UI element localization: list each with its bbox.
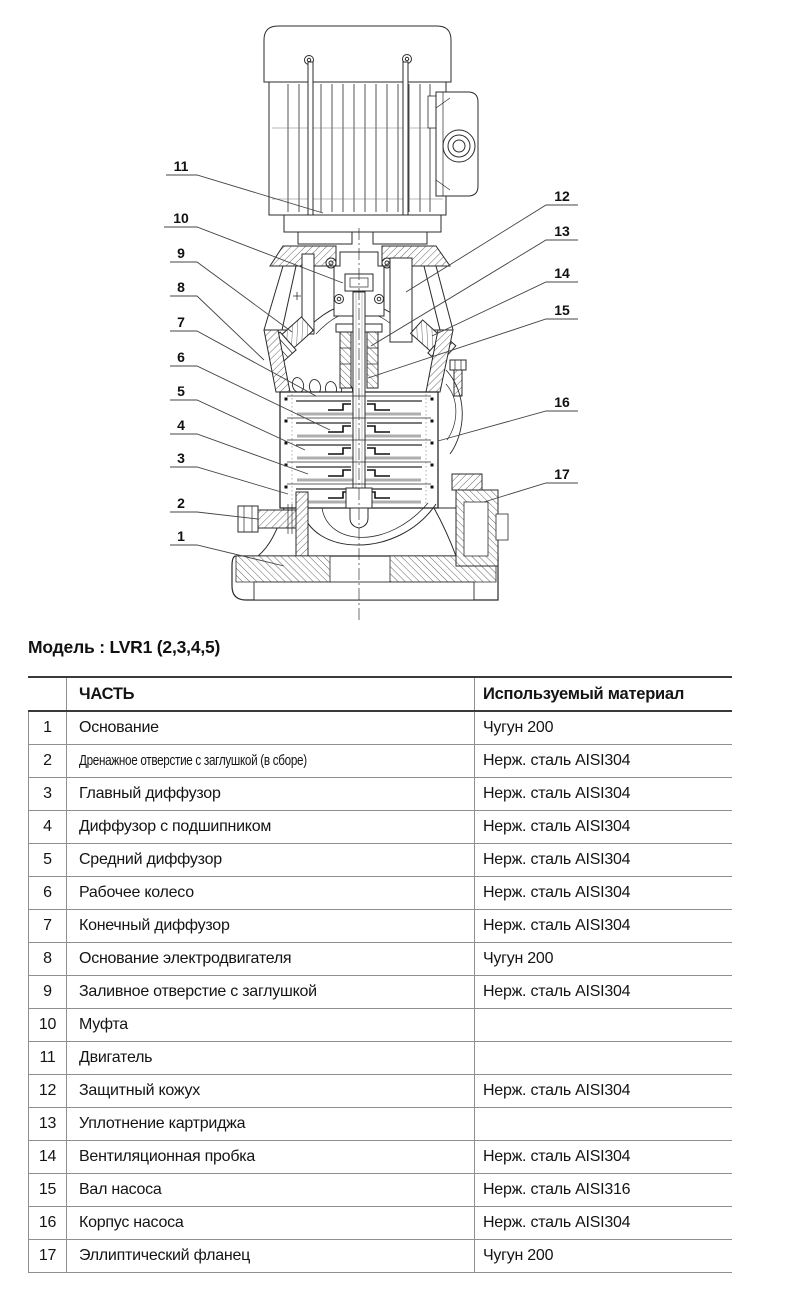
- table-row: [29, 844, 733, 877]
- part-name-text: Дренажное отверстие с заглушкой (в сборе): [79, 752, 307, 769]
- material-name: [475, 745, 733, 778]
- part-name: [67, 811, 475, 844]
- table-header-row: [29, 677, 733, 711]
- row-number: [29, 1174, 67, 1207]
- part-name-text: Основание: [79, 719, 159, 736]
- material-name: [475, 1075, 733, 1108]
- row-number-text: 3: [43, 785, 52, 802]
- part-name: [67, 778, 475, 811]
- material-name: [475, 910, 733, 943]
- row-number-text: 1: [43, 719, 52, 736]
- material-name: [475, 778, 733, 811]
- material-name: [475, 844, 733, 877]
- material-name-text: Нерж. сталь AISI304: [483, 1082, 631, 1099]
- material-name-text: Нерж. сталь AISI304: [483, 851, 631, 868]
- header-part: ЧАСТЬ: [67, 677, 475, 711]
- model-title: Модель : LVR1 (2,3,4,5): [28, 637, 221, 657]
- table-row: [29, 1075, 733, 1108]
- callout-10: 10: [173, 210, 189, 226]
- material-name: [475, 811, 733, 844]
- row-number: [29, 1042, 67, 1075]
- row-number: [29, 1240, 67, 1273]
- row-number-text: 8: [43, 950, 52, 967]
- row-number: [29, 811, 67, 844]
- part-name-text: Защитный кожух: [79, 1082, 200, 1099]
- part-name-text: Заливное отверстие с заглушкой: [79, 983, 317, 1000]
- callout-14: 14: [554, 265, 570, 281]
- material-name-text: Чугун 200: [483, 950, 554, 967]
- table-row: [29, 976, 733, 1009]
- table-row: [29, 745, 733, 778]
- material-name: [475, 1042, 733, 1075]
- row-number: [29, 1075, 67, 1108]
- table-row: [29, 910, 733, 943]
- callout-2: 2: [177, 495, 185, 511]
- part-name: [67, 711, 475, 745]
- table-row: [29, 877, 733, 910]
- table-row: [29, 1141, 733, 1174]
- pump-cross-section-diagram: [0, 0, 789, 632]
- header-material: Используемый материал: [475, 677, 733, 711]
- material-name-text: Нерж. сталь AISI304: [483, 1148, 631, 1165]
- elliptical-flange: [452, 474, 508, 566]
- tie-rod: [403, 62, 408, 230]
- callout-8: 8: [177, 279, 185, 295]
- callout-4: 4: [177, 417, 185, 433]
- material-name: [475, 943, 733, 976]
- material-name: [475, 1207, 733, 1240]
- material-name: [475, 1174, 733, 1207]
- callout-3: 3: [177, 450, 185, 466]
- row-number: [29, 1141, 67, 1174]
- material-name-text: Нерж. сталь AISI316: [483, 1181, 631, 1198]
- part-name-text: Диффузор с подшипником: [79, 818, 272, 835]
- fan-cover: [264, 26, 451, 82]
- row-number: [29, 1108, 67, 1141]
- part-name-text: Вентиляционная пробка: [79, 1148, 255, 1165]
- material-name-text: Нерж. сталь AISI304: [483, 1214, 631, 1231]
- parts-table-body: [29, 711, 733, 1273]
- drawing: [232, 26, 508, 620]
- callout-12: 12: [554, 188, 570, 204]
- row-number: [29, 943, 67, 976]
- callout-11: 11: [173, 158, 189, 174]
- header-number: [29, 677, 67, 711]
- callout-5: 5: [177, 383, 185, 399]
- material-name-text: Нерж. сталь AISI304: [483, 917, 631, 934]
- row-number-text: 14: [38, 1148, 57, 1165]
- material-name: [475, 1108, 733, 1141]
- parts-table: [28, 676, 732, 1273]
- part-name: [67, 1174, 475, 1207]
- parts-table-container: [28, 676, 709, 1273]
- table-row: [29, 1240, 733, 1273]
- row-number-text: 5: [43, 851, 52, 868]
- material-name-text: Нерж. сталь AISI304: [483, 983, 631, 1000]
- material-name-text: Нерж. сталь AISI304: [483, 752, 631, 769]
- part-name-text: Конечный диффузор: [79, 917, 230, 934]
- part-name: [67, 844, 475, 877]
- material-name-text: Чугун 200: [483, 719, 554, 736]
- row-number-text: 17: [38, 1247, 57, 1264]
- row-number-text: 13: [38, 1115, 57, 1132]
- row-number-text: 16: [38, 1214, 57, 1231]
- part-name-text: Корпус насоса: [79, 1214, 184, 1231]
- table-row: [29, 711, 733, 745]
- row-number: [29, 976, 67, 1009]
- part-name-text: Основание электродвигателя: [79, 950, 292, 967]
- part-name: [67, 1009, 475, 1042]
- table-row: [29, 1042, 733, 1075]
- row-number-text: 11: [39, 1049, 56, 1066]
- part-name: [67, 1108, 475, 1141]
- callout-13: 13: [554, 223, 570, 239]
- callout-9: 9: [177, 245, 185, 261]
- material-name: [475, 1141, 733, 1174]
- part-name-text: Уплотнение картриджа: [79, 1115, 246, 1132]
- part-name: [67, 1207, 475, 1240]
- part-name: [67, 745, 475, 778]
- row-number-text: 15: [38, 1181, 57, 1198]
- callout-16: 16: [554, 394, 570, 410]
- terminal-box: [428, 92, 478, 196]
- motor-flange: [284, 215, 441, 244]
- material-name: [475, 877, 733, 910]
- row-number: [29, 910, 67, 943]
- row-number-text: 4: [43, 818, 52, 835]
- table-row: [29, 778, 733, 811]
- table-row: [29, 811, 733, 844]
- table-row: [29, 1174, 733, 1207]
- part-name: [67, 910, 475, 943]
- part-name: [67, 943, 475, 976]
- material-name: [475, 976, 733, 1009]
- part-name: [67, 1240, 475, 1273]
- material-name-text: Нерж. сталь AISI304: [483, 785, 631, 802]
- row-number: [29, 745, 67, 778]
- callout-17: 17: [554, 466, 570, 482]
- callout-1: 1: [177, 528, 185, 544]
- material-name: [475, 711, 733, 745]
- tie-rod: [308, 62, 313, 230]
- part-name-text: Двигатель: [79, 1049, 153, 1066]
- part-name: [67, 1075, 475, 1108]
- material-name-text: Чугун 200: [483, 1247, 554, 1264]
- row-number-text: 7: [43, 917, 52, 934]
- row-number: [29, 1009, 67, 1042]
- material-name-text: Нерж. сталь AISI304: [483, 884, 631, 901]
- callout-15: 15: [554, 302, 570, 318]
- row-number-text: 9: [43, 983, 52, 1000]
- part-name: [67, 877, 475, 910]
- row-number: [29, 711, 67, 745]
- part-name-text: Эллиптический фланец: [79, 1247, 251, 1264]
- part-name: [67, 1141, 475, 1174]
- material-name: [475, 1240, 733, 1273]
- callout-7: 7: [177, 314, 185, 330]
- table-row: [29, 1207, 733, 1240]
- row-number-text: 10: [38, 1016, 57, 1033]
- table-row: [29, 1009, 733, 1042]
- row-number: [29, 778, 67, 811]
- row-number-text: 12: [38, 1082, 57, 1099]
- part-name-text: Средний диффузор: [79, 851, 222, 868]
- part-name-text: Рабочее колесо: [79, 884, 194, 901]
- part-name: [67, 1042, 475, 1075]
- table-row: [29, 1108, 733, 1141]
- part-name-text: Муфта: [79, 1016, 128, 1033]
- row-number-text: 2: [43, 752, 52, 769]
- coupling-guard-right: [390, 258, 412, 342]
- material-name-text: Нерж. сталь AISI304: [483, 818, 631, 835]
- row-number: [29, 1207, 67, 1240]
- support-bracket: [446, 360, 466, 454]
- row-number: [29, 877, 67, 910]
- part-name-text: Вал насоса: [79, 1181, 162, 1198]
- part-name-text: Главный диффузор: [79, 785, 221, 802]
- part-name: [67, 976, 475, 1009]
- row-number: [29, 844, 67, 877]
- material-name: [475, 1009, 733, 1042]
- table-row: [29, 943, 733, 976]
- leader-line-3: [170, 467, 288, 494]
- row-number-text: 6: [43, 884, 52, 901]
- callout-6: 6: [177, 349, 185, 365]
